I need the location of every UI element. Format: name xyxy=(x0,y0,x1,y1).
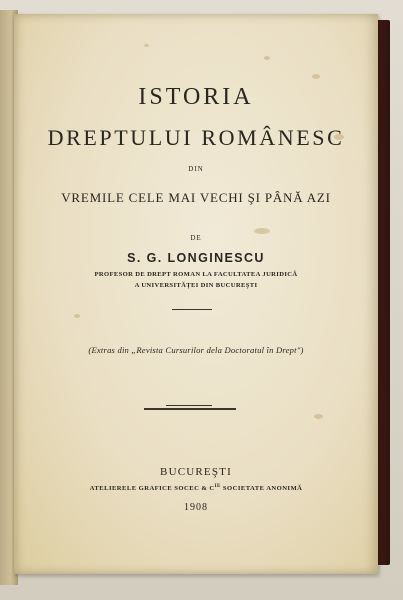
foxing-spot xyxy=(264,56,270,60)
connector-from: DIN xyxy=(188,165,204,173)
imprint-year: 1908 xyxy=(184,502,208,513)
decorative-rule-accent xyxy=(166,405,212,406)
author-role-line-2: A UNIVERSITĂŢEI DIN BUCUREŞTI xyxy=(134,282,258,289)
imprint-city: BUCUREŞTI xyxy=(160,466,232,478)
subtitle: VREMILE CELE MAI VECHI ŞI PÂNĂ AZI xyxy=(61,190,331,205)
printer-text-tail: SOCIETATE ANONIMĂ xyxy=(220,485,303,493)
foxing-spot xyxy=(74,314,80,318)
foxing-spot xyxy=(312,74,320,79)
imprint-printer xyxy=(14,484,378,492)
title-page xyxy=(14,14,378,574)
title-line-1: ISTORIA xyxy=(138,84,254,110)
author-name: S. G. LONGINESCU xyxy=(127,251,265,265)
short-divider xyxy=(172,309,212,310)
title-line-2: DREPTULUI ROMÂNESC xyxy=(47,125,345,150)
decorative-rule-main xyxy=(144,408,236,410)
source-note: (Extras din „Revista Cursurilor dela Doctoratul în Drept") xyxy=(88,345,304,355)
author-role-line-1: PROFESOR DE DREPT ROMAN LA FACULTATEA JURIDICĂ xyxy=(94,271,298,278)
foxing-spot xyxy=(314,414,323,419)
printer-superscript: IE xyxy=(214,484,221,489)
connector-by: DE xyxy=(190,234,202,242)
printer-text: ATELIERELE GRAFICE SOCEC & C xyxy=(89,485,215,493)
foxing-spot xyxy=(144,44,149,47)
